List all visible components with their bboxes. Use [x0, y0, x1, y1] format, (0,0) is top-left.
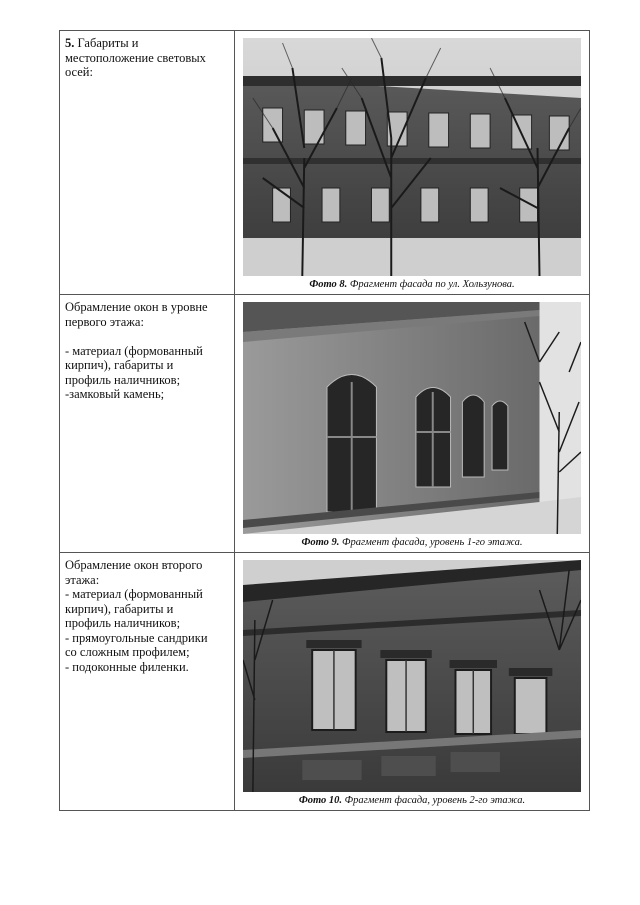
description-line: Обрамление окон второго [65, 558, 203, 572]
description-line: кирпич), габариты и [65, 358, 174, 372]
facade-photo [243, 560, 581, 792]
facade-photo [243, 302, 581, 534]
facade-description-table [59, 30, 590, 811]
description-line: - материал (формованный [65, 587, 203, 601]
item-number: 5. [65, 36, 75, 50]
caption-label: Фото 10. [298, 795, 343, 806]
photo-cell [235, 553, 590, 811]
photo-caption [243, 792, 581, 807]
description-line: кирпич), габариты и [65, 601, 174, 616]
photo-cell [235, 31, 590, 295]
description-cell [60, 31, 235, 295]
description-line: -замковый камень; [65, 387, 165, 401]
facade-photo [243, 38, 581, 276]
description-line: этажа: [65, 572, 100, 587]
table-row [60, 295, 590, 553]
description-line: осей: [65, 65, 93, 79]
description-line: со сложным профилем; [65, 645, 190, 659]
table-row [60, 31, 590, 295]
description-line: - прямоугольные сандрики [65, 630, 208, 645]
description-cell [60, 295, 235, 553]
description-line: профиль наличников; [65, 372, 181, 387]
description-line: местоположение световых [65, 50, 206, 65]
description-line: - материал (формованный [65, 343, 203, 358]
table-row [60, 553, 590, 811]
caption-label: Фото 8. [309, 279, 348, 290]
caption-label: Фото 9. [301, 537, 340, 548]
photo-cell [235, 295, 590, 553]
description-line: Габариты и [77, 36, 139, 50]
photo-caption [243, 534, 581, 549]
description-line: профиль наличников; [65, 616, 181, 630]
caption-text: Фрагмент фасада, уровень 2-го этажа. [344, 795, 526, 806]
description-line: - подоконные филенки. [65, 659, 189, 674]
caption-text: Фрагмент фасада, уровень 1-го этажа. [342, 537, 523, 548]
photo-caption [243, 276, 581, 291]
caption-text: Фрагмент фасада по ул. Хользунова. [349, 279, 515, 290]
description-line: первого этажа: [65, 314, 144, 329]
description-line: Обрамление окон в уровне [65, 300, 208, 314]
description-cell [60, 553, 235, 811]
